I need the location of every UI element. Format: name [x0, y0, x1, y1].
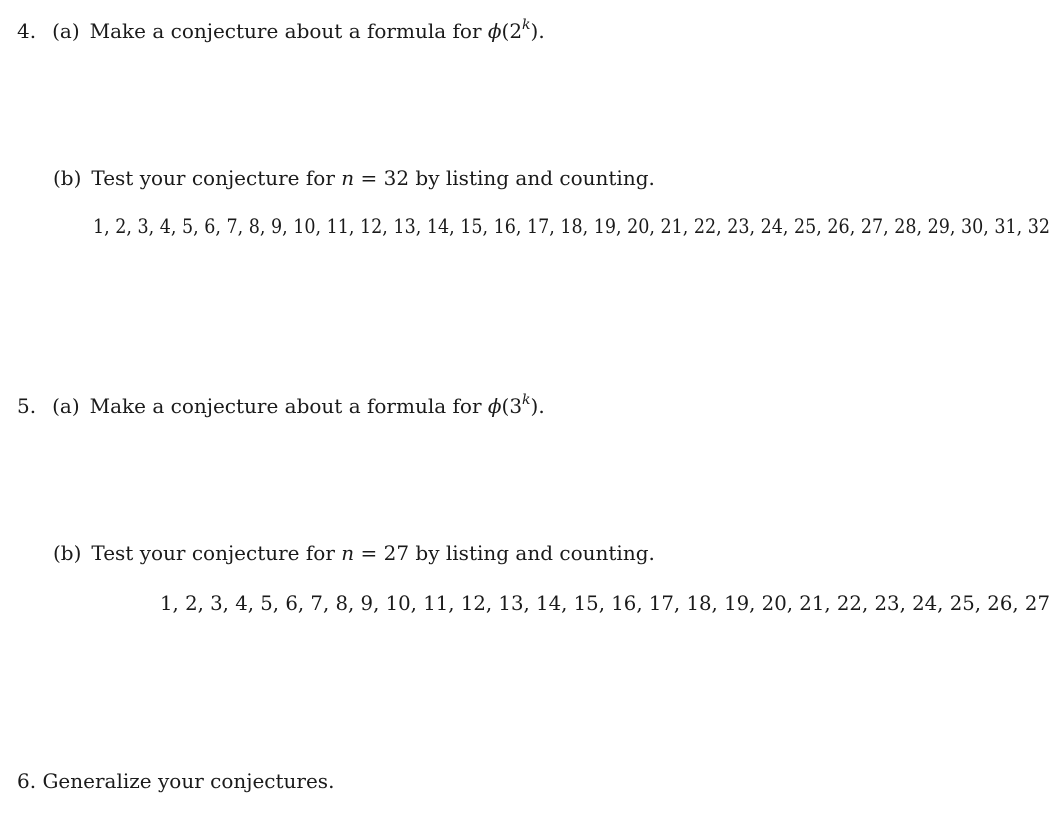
- part-label: (a): [52, 394, 80, 418]
- question-text: Make a conjecture about a formula for: [89, 394, 482, 418]
- question-text: Test your conjecture for: [91, 166, 335, 190]
- formula-close: ).: [530, 394, 545, 418]
- question-text: Generalize your conjectures.: [42, 769, 335, 793]
- part-label: (b): [53, 541, 82, 565]
- formula-exponent: k: [522, 17, 531, 33]
- question-5-part-a: [17, 394, 545, 418]
- question-text-end: = 27 by listing and counting.: [360, 541, 655, 565]
- question-6: [17, 769, 334, 793]
- part-label: (a): [52, 19, 80, 43]
- variable-n: n: [341, 541, 355, 565]
- variable-n: n: [341, 166, 355, 190]
- number-sequence: 1, 2, 3, 4, 5, 6, 7, 8, 9, 10, 11, 12, 13, 14, 15, 16, 17, 18, 19, 20, 21, 22, 23, 24, 25, 26, 27, 28, 29, 30, 31, 32: [93, 214, 1050, 238]
- number-sequence: 1, 2, 3, 4, 5, 6, 7, 8, 9, 10, 11, 12, 13, 14, 15, 16, 17, 18, 19, 20, 21, 22, 23, 24, 25, 26, 27: [160, 591, 1050, 615]
- question-number: 4.: [17, 19, 37, 43]
- phi-symbol: ϕ: [487, 19, 502, 43]
- question-text-end: = 32 by listing and counting.: [360, 166, 655, 190]
- part-label: (b): [53, 166, 82, 190]
- formula-base: (2: [501, 19, 523, 43]
- question-4-part-b: [53, 166, 655, 190]
- phi-symbol: ϕ: [487, 394, 502, 418]
- question-number: 5.: [17, 394, 37, 418]
- formula-exponent: k: [522, 392, 531, 408]
- formula-close: ).: [530, 19, 545, 43]
- question-4-part-a: [17, 19, 545, 43]
- question-text: Test your conjecture for: [91, 541, 335, 565]
- question-number: 6.: [17, 769, 37, 793]
- question-text: Make a conjecture about a formula for: [89, 19, 482, 43]
- formula-base: (3: [501, 394, 523, 418]
- question-5-part-b: [53, 541, 655, 565]
